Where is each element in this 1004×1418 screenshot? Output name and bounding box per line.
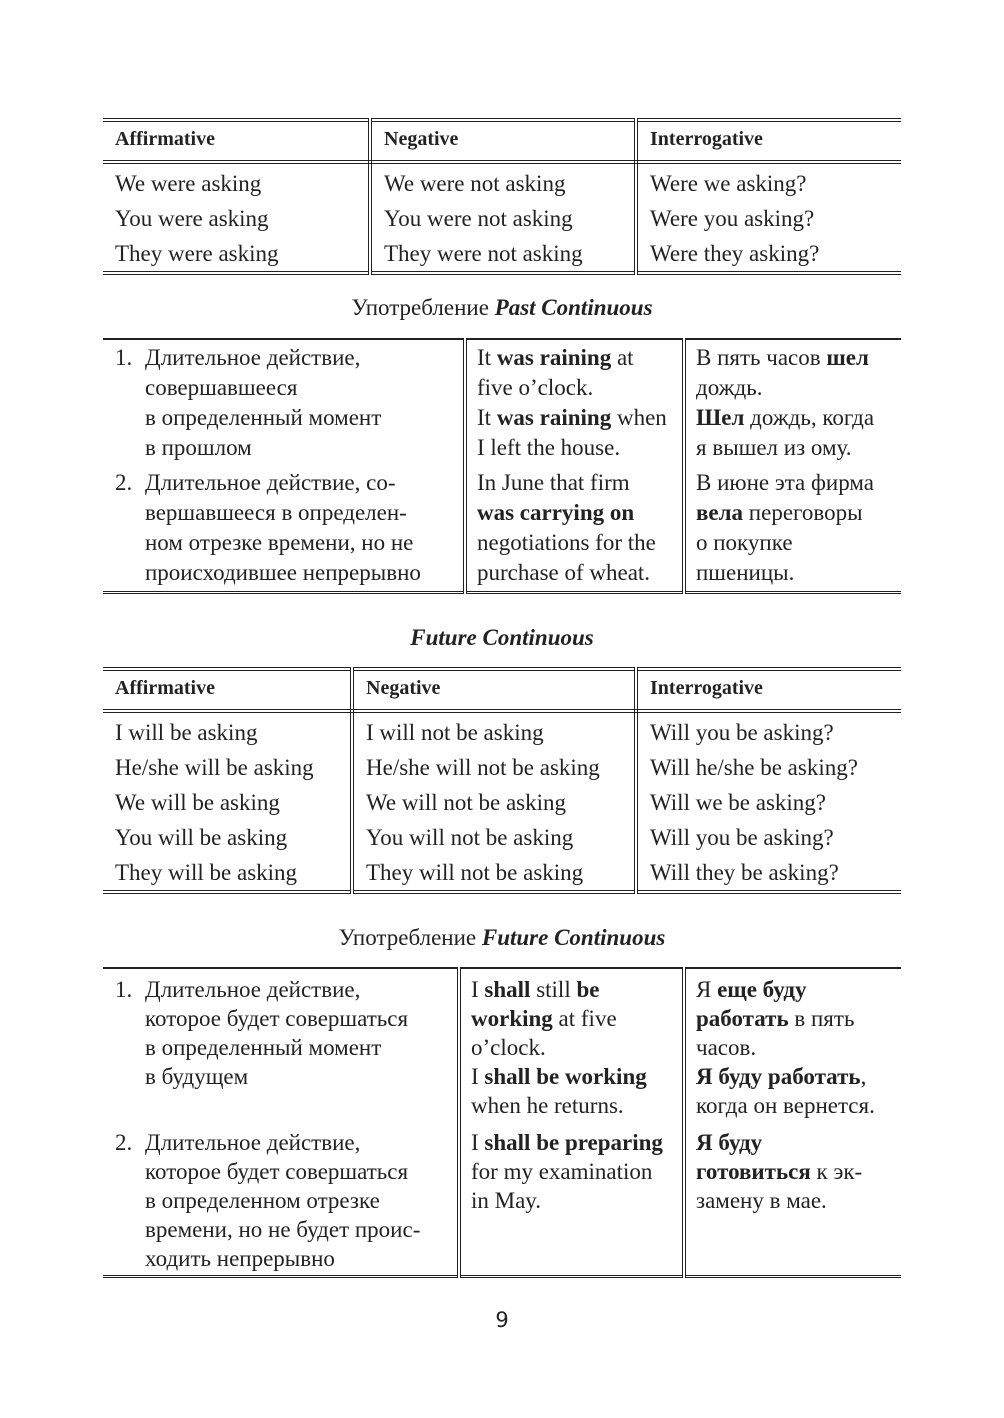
- usage-russian-translation: [684, 339, 901, 463]
- header-negative: Negative: [370, 120, 636, 162]
- cell-negative: I will not be asking: [352, 711, 636, 750]
- desc-line: времени, но не будет проис-: [145, 1217, 421, 1242]
- usage-row-2: [103, 1120, 901, 1277]
- example-line: five o’clock.: [477, 375, 594, 400]
- desc-line: Длительное действие,: [145, 345, 361, 370]
- header-interrogative: Interrogative: [636, 120, 901, 162]
- translation-line: когда он вернется.: [696, 1093, 875, 1118]
- cell-interrogative: Were you asking?: [650, 206, 815, 231]
- translation-line: часов.: [696, 1035, 757, 1060]
- example-line: I left the house.: [477, 435, 621, 460]
- desc-line: совершавшееся: [145, 375, 298, 400]
- item-number: 1.: [115, 977, 133, 1002]
- heading-past-continuous-usage: [0, 293, 1004, 323]
- future-continuous-usage-table: [103, 967, 901, 1278]
- example-line: In June that firm: [477, 470, 630, 495]
- item-number: 2.: [115, 1130, 133, 1155]
- cell-negative: You were not asking: [370, 201, 636, 236]
- header-interrogative: Interrogative: [636, 669, 901, 711]
- translation-line: Я буду работать,: [696, 1064, 867, 1089]
- usage-english-example: [465, 463, 684, 593]
- heading-tense: Future Continuous: [410, 625, 594, 650]
- item-number: 2.: [115, 470, 133, 495]
- desc-line: вершавшееся в определен-: [145, 500, 407, 525]
- usage-row-1: [103, 339, 901, 463]
- desc-line: происходившее непрерывно: [145, 560, 421, 585]
- usage-description: [103, 1120, 459, 1277]
- usage-description: [103, 339, 465, 463]
- example-line: It was raining when: [477, 405, 667, 430]
- future-continuous-conjugation-table: [103, 667, 901, 894]
- translation-line: В пять часов шел: [696, 345, 869, 370]
- translation-line: я вышел из ому.: [696, 435, 852, 460]
- usage-row-1: [103, 968, 901, 1120]
- cell-interrogative: Will you be asking?: [650, 825, 834, 850]
- cell-affirmative: He/she will be asking: [103, 750, 352, 785]
- usage-russian-translation: [684, 968, 901, 1120]
- desc-line: в определенном отрезке: [145, 1188, 380, 1213]
- desc-line: в определенный момент: [145, 405, 382, 430]
- cell-interrogative: Will they be asking?: [650, 860, 839, 885]
- table-row: [103, 711, 901, 750]
- table-row: [103, 236, 901, 273]
- cell-affirmative: I will be asking: [103, 711, 352, 750]
- translation-line: В июне эта фирма: [696, 470, 874, 495]
- header-negative: Negative: [352, 669, 636, 711]
- heading-prefix: Употребление: [338, 925, 477, 950]
- cell-affirmative: They will be asking: [103, 855, 352, 892]
- translation-line: готовиться к эк-: [696, 1159, 863, 1184]
- usage-english-example: [465, 339, 684, 463]
- cell-negative: They will not be asking: [352, 855, 636, 892]
- table-row: [103, 855, 901, 892]
- desc-line: которое будет совершаться: [145, 1159, 409, 1184]
- example-line: negotiations for the: [477, 530, 656, 555]
- desc-line: ном отрезке времени, но не: [145, 530, 414, 555]
- cell-interrogative: Were they asking?: [650, 241, 820, 266]
- cell-affirmative: We will be asking: [103, 785, 352, 820]
- desc-line: которое будет совершаться: [145, 1006, 409, 1031]
- example-line: I shall be preparing: [471, 1130, 663, 1155]
- desc-line: Длительное действие,: [145, 1130, 361, 1155]
- desc-line: в определенный момент: [145, 1035, 382, 1060]
- translation-line: пшеницы.: [696, 560, 795, 585]
- heading-future-continuous-usage: [0, 923, 1004, 953]
- translation-line: Я буду: [696, 1130, 763, 1155]
- cell-negative: You will not be asking: [352, 820, 636, 855]
- usage-description: [103, 968, 459, 1120]
- table-row: [103, 820, 901, 855]
- example-line: when he returns.: [471, 1093, 624, 1118]
- table-row: [103, 201, 901, 236]
- translation-line: замену в мае.: [696, 1188, 827, 1213]
- cell-interrogative: Will he/she be asking?: [650, 755, 858, 780]
- cell-affirmative: You were asking: [103, 201, 370, 236]
- cell-affirmative: They were asking: [103, 236, 370, 273]
- table-header-row: [103, 669, 901, 711]
- header-affirmative: Affirmative: [103, 669, 352, 711]
- example-line: o’clock.: [471, 1035, 546, 1060]
- desc-line: в прошлом: [145, 435, 252, 460]
- example-line: purchase of wheat.: [477, 560, 651, 585]
- example-line: I shall be working: [471, 1064, 647, 1089]
- usage-row-2: [103, 463, 901, 593]
- page-number: 9: [495, 1308, 509, 1332]
- heading-future-continuous: [0, 623, 1004, 653]
- translation-line: вела переговоры: [696, 500, 863, 525]
- translation-line: Я еще буду: [696, 977, 807, 1002]
- heading-tense: Future Continuous: [481, 925, 666, 950]
- cell-negative: We were not asking: [370, 162, 636, 201]
- cell-interrogative: Were we asking?: [650, 171, 807, 196]
- example-line: was carrying on: [477, 500, 635, 525]
- example-line: working at five: [471, 1006, 617, 1031]
- cell-negative: He/she will not be asking: [352, 750, 636, 785]
- past-continuous-usage-table: [103, 338, 901, 594]
- translation-line: о покупке: [696, 530, 793, 555]
- table-row: [103, 785, 901, 820]
- usage-english-example: [459, 1120, 684, 1277]
- heading-prefix: Употребление: [351, 295, 489, 320]
- usage-english-example: [459, 968, 684, 1120]
- header-affirmative: Affirmative: [103, 120, 370, 162]
- usage-russian-translation: [684, 1120, 901, 1277]
- cell-negative: They were not asking: [370, 236, 636, 273]
- past-continuous-conjugation-table: [103, 118, 901, 275]
- cell-affirmative: You will be asking: [103, 820, 352, 855]
- heading-tense: Past Continuous: [494, 295, 653, 320]
- example-line: for my examination: [471, 1159, 653, 1184]
- desc-line: Длительное действие,: [145, 977, 361, 1002]
- desc-line: Длительное действие, со-: [145, 470, 396, 495]
- table-row: [103, 750, 901, 785]
- usage-description: [103, 463, 465, 593]
- cell-interrogative: Will we be asking?: [650, 790, 826, 815]
- cell-affirmative: We were asking: [103, 162, 370, 201]
- cell-negative: We will not be asking: [352, 785, 636, 820]
- translation-line: Шел дождь, когда: [696, 405, 875, 430]
- translation-line: работать в пять: [696, 1006, 855, 1031]
- table-header-row: [103, 120, 901, 162]
- example-line: It was raining at: [477, 345, 634, 370]
- usage-russian-translation: [684, 463, 901, 593]
- table-row: [103, 162, 901, 201]
- example-line: I shall still be: [471, 977, 600, 1002]
- desc-line: в будущем: [145, 1064, 249, 1089]
- item-number: 1.: [115, 345, 133, 370]
- desc-line: ходить непрерывно: [145, 1246, 335, 1271]
- translation-line: дождь.: [696, 375, 763, 400]
- example-line: in May.: [471, 1188, 542, 1213]
- cell-interrogative: Will you be asking?: [650, 720, 834, 745]
